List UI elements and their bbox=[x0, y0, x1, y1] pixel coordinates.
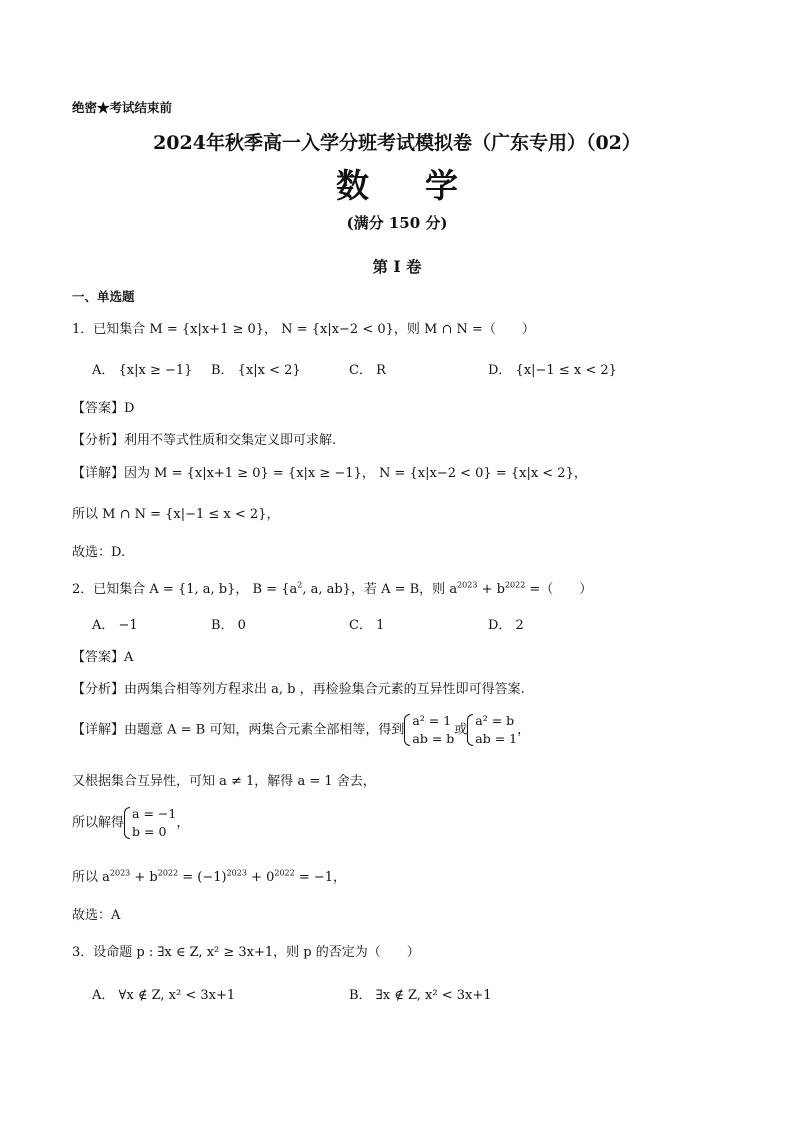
q2-stem-part: =（ ） bbox=[525, 582, 593, 597]
comma: ， bbox=[517, 722, 531, 738]
q2-detail-text: 【详解】由题意 A = B 可知，两集合元素全部相等，得到 bbox=[72, 722, 405, 738]
q1-detail: 【详解】因为 M = {x|x+1 ≥ 0} = {x|x ≥ −1}， N = {x|x−2 < 0} = {x|x < 2}， bbox=[72, 466, 587, 481]
q2-detail bbox=[72, 712, 530, 748]
q1-option-b: B． {x|x < 2} bbox=[211, 363, 301, 378]
calc-part: = −1， bbox=[294, 870, 347, 885]
equation-system-3 bbox=[124, 805, 176, 841]
exam-title: 2024年秋季高一入学分班考试模拟卷（广东专用）（02） bbox=[153, 132, 641, 154]
equation-line: b = 0 bbox=[132, 824, 167, 839]
calc-sup: 2022 bbox=[157, 868, 179, 878]
q3-option-b: B． ∃x ∉ Z, x² < 3x+1 bbox=[349, 988, 492, 1003]
calc-part: + b bbox=[130, 870, 158, 885]
or-text: 或 bbox=[454, 722, 468, 738]
q2-solved-text: 所以解得 bbox=[72, 815, 125, 831]
q1-analysis: 【分析】利用不等式性质和交集定义即可求解. bbox=[72, 433, 337, 448]
q2-option-c: C． 1 bbox=[349, 618, 385, 633]
equation-line: a² = 1 bbox=[412, 713, 452, 728]
q2-answer: 【答案】A bbox=[72, 650, 134, 665]
section-heading: 一、单选题 bbox=[72, 289, 135, 304]
question-2-stem bbox=[72, 578, 592, 597]
q2-option-b: B． 0 bbox=[211, 618, 246, 633]
equation-line: a = −1 bbox=[132, 806, 177, 821]
q2-sup: 2022 bbox=[504, 580, 526, 590]
equation-line: a² = b bbox=[475, 713, 515, 728]
equation-system-1 bbox=[404, 712, 454, 748]
q1-detail-line2: 所以 M ∩ N = {x|−1 ≤ x < 2}， bbox=[72, 507, 280, 522]
q2-sup: 2 bbox=[297, 580, 303, 590]
q2-calculation bbox=[72, 866, 346, 885]
q2-option-a: A． −1 bbox=[92, 618, 138, 633]
q1-option-d: D． {x|−1 ≤ x < 2} bbox=[488, 363, 617, 378]
q1-option-c: C． R bbox=[349, 363, 386, 378]
equation-system-2 bbox=[467, 712, 517, 748]
comma: ， bbox=[176, 815, 190, 831]
calc-part: + 0 bbox=[246, 870, 275, 885]
q1-answer: 【答案】D bbox=[72, 401, 135, 416]
equation-line: ab = 1 bbox=[475, 731, 518, 746]
full-score: (满分 150 分) bbox=[346, 214, 448, 232]
q2-stem-part: 2．已知集合 A = {1, a, b}， B = {a bbox=[72, 582, 298, 597]
calc-sup: 2022 bbox=[274, 868, 295, 878]
q2-option-d: D． 2 bbox=[488, 618, 524, 633]
q2-sup: 2023 bbox=[457, 580, 478, 590]
q2-analysis: 【分析】由两集合相等列方程求出 a, b ，再检验集合元素的互异性即可得答案. bbox=[72, 682, 525, 697]
question-1-stem: 1．已知集合 M = {x|x+1 ≥ 0}， N = {x|x−2 < 0}，则 M ∩ N =（ ） bbox=[72, 322, 535, 337]
q2-stem-part: + b bbox=[477, 582, 505, 597]
q2-stem-part: , a, ab}，若 A = B，则 a bbox=[302, 582, 458, 597]
q2-solved bbox=[72, 805, 189, 841]
q3-option-a: A． ∀x ∉ Z, x² < 3x+1 bbox=[92, 988, 236, 1003]
volume-label: 第 I 卷 bbox=[372, 257, 422, 276]
calc-sup: 2023 bbox=[109, 868, 131, 878]
q1-option-a: A． {x|x ≥ −1} bbox=[92, 363, 193, 378]
confidential-label: 绝密★考试结束前 bbox=[72, 100, 173, 115]
calc-part: = (−1) bbox=[178, 870, 227, 885]
equation-line: ab = b bbox=[412, 731, 455, 746]
subject-title: 数学 bbox=[336, 166, 514, 205]
q2-detail-line2: 又根据集合互异性，可知 a ≠ 1，解得 a = 1 舍去， bbox=[72, 774, 376, 789]
calc-sup: 2023 bbox=[226, 868, 247, 878]
question-3-stem: 3．设命题 p : ∃x ∈ Z, x² ≥ 3x+1，则 p 的否定为（ ） bbox=[72, 945, 420, 960]
q1-choice: 故选：D. bbox=[72, 545, 126, 560]
q2-choice: 故选：A bbox=[72, 908, 121, 923]
calc-part: 所以 a bbox=[72, 870, 110, 885]
